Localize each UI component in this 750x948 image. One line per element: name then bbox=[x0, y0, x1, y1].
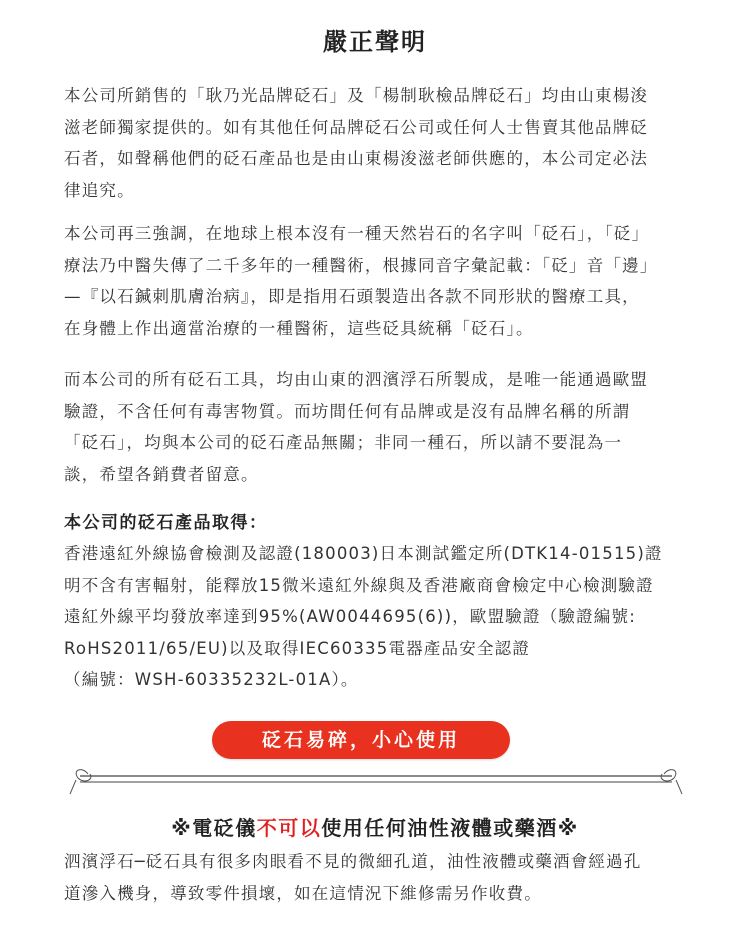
warning-suffix: 使用任何油性液體或藥酒※ bbox=[321, 816, 579, 840]
text-line: 本公司所銷售的「耿乃光品牌砭石」及「楊制耿檢品牌砭石」均由山東楊浚 bbox=[64, 86, 649, 105]
text-line: 而本公司的所有砭石工具，均由山東的泗濱浮石所製成，是唯一能通過歐盟 bbox=[64, 370, 649, 389]
warning-highlight: 不可以 bbox=[256, 816, 322, 840]
text-line: 道滲入機身，導致零件損壞，如在這情況下維修需另作收費。 bbox=[64, 883, 542, 903]
text-line: RoHS2011/65/EU)以及取得IEC60335電器產品安全認證 bbox=[64, 638, 531, 658]
text-line: —『以石鍼刺肌膚治病』，即是指用石頭製造出各款不同形狀的醫療工具， bbox=[64, 287, 640, 306]
text-line: 驗證，不含任何有毒害物質。而坊間任何有品牌或是沒有品牌名稱的所謂 bbox=[64, 401, 631, 421]
warning-prefix: ※電砭儀 bbox=[171, 816, 257, 840]
certification-heading: 本公司的砭石產品取得： bbox=[64, 513, 268, 533]
text-line: 療法乃中醫失傳了二千多年的一種醫術，根據同音字彙記載：「砭」音「邊」 bbox=[64, 255, 658, 275]
text-line: 滋老師獨家提供的。如有其他任何品牌砭石公司或任何人士售賣其他品牌砭 bbox=[64, 117, 649, 137]
text-line: 在身體上作出適當治療的一種醫術，這些砭具統稱「砭石」。 bbox=[64, 318, 534, 338]
text-line: 香港遠紅外線協會檢測及認證(180003)日本測試鑑定所(DTK14-01515)證 bbox=[64, 544, 663, 563]
fragile-caution-badge: 砭石易碎，小心使用 bbox=[212, 721, 510, 759]
text-line: 石者，如聲稱他們的砭石產品也是由山東楊浚滋老師供應的，本公司定必法 bbox=[64, 149, 649, 168]
text-line: 遠紅外線平均發放率達到95%(AW0044695(6))，歐盟驗證（驗證編號: bbox=[64, 607, 636, 626]
text-line: 本公司再三強調，在地球上根本沒有一種天然岩石的名字叫「砭石」，「砭」 bbox=[64, 224, 650, 243]
text-line: （編號：WSH-60335232L-01A）。 bbox=[64, 670, 359, 689]
oil-warning bbox=[0, 812, 750, 841]
bian-stone-definition-paragraph bbox=[64, 218, 692, 344]
text-line: 律追究。 bbox=[64, 180, 135, 200]
material-origin-paragraph bbox=[64, 364, 692, 490]
text-line: 明不含有害輻射，能釋放15微米遠紅外線與及香港廠商會檢定中心檢測驗證 bbox=[64, 575, 654, 595]
certification-paragraph bbox=[64, 538, 692, 696]
text-line: 談，希望各銷費者留意。 bbox=[64, 464, 259, 484]
exclusive-supply-paragraph bbox=[64, 80, 692, 206]
oil-damage-paragraph bbox=[64, 846, 692, 909]
decorative-divider bbox=[66, 762, 686, 802]
text-line: 「砭石」，均與本公司的砭石產品無關；非同一種石，所以請不要混為一 bbox=[64, 433, 623, 452]
text-line: 泗濱浮石─砭石具有很多肉眼看不見的微細孔道，油性液體或藥酒會經過孔 bbox=[64, 852, 642, 871]
page-title: 嚴正聲明 bbox=[323, 28, 427, 56]
